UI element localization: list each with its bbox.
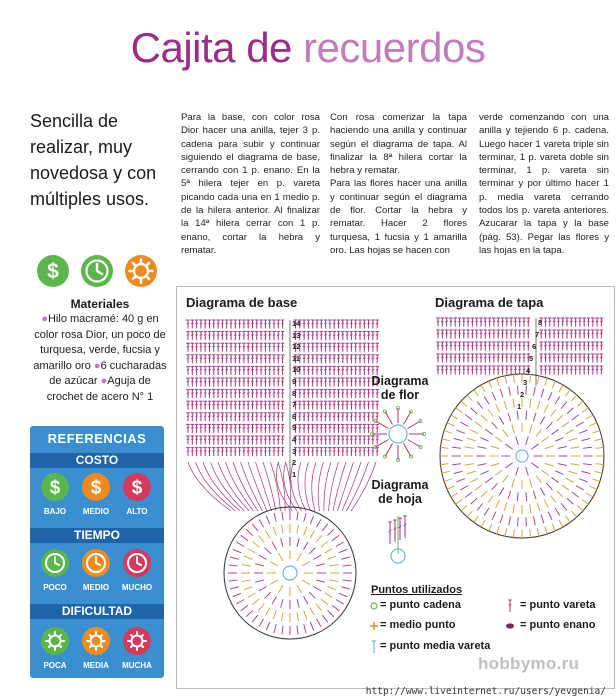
row-number: 1: [292, 469, 297, 479]
row-number: 2: [292, 458, 297, 468]
row-number: 14: [292, 319, 301, 328]
svg-text:$: $: [49, 477, 61, 499]
cost-high-label: ALTO: [126, 507, 148, 516]
row-number: 9: [292, 377, 297, 386]
time-low-label: POCO: [43, 583, 67, 592]
base-diagram-title: Diagrama de base: [186, 295, 298, 310]
leaf-diagram-title: Diagrama de hoja: [371, 478, 429, 506]
instructions-paragraph: verde comenzando con una anilla y tejiendo 6 p. cadena. Luego hacer 1 vareta triple sin terminar, 1 p. vareta doble sin terminar, 1 p. vareta sin terminar y por último hacer 1 p. media vareta cerrando todos los p. vareta anteriores. Azucarar la tapa y la base (pág. 53). Pegar las flores y las hojas en la tapa.: [479, 112, 609, 256]
difficulty-high-label: MUCHA: [122, 661, 152, 670]
row-number: 8: [292, 388, 297, 398]
cost-title: COSTO: [30, 453, 164, 468]
materials-title: Materiales: [70, 297, 130, 311]
row-number: 10: [292, 365, 301, 375]
row-number: 4: [526, 366, 531, 375]
title-word-2: recuerdos: [303, 24, 486, 71]
references-box: [30, 426, 164, 678]
source-url: http://www.liveinternet.ru/users/yevgenia/: [365, 686, 606, 697]
difficulty-title: DIFICULTAD: [30, 604, 164, 619]
difficulty-icons: [30, 625, 164, 657]
material-item: 6 cucharadas de azúcar: [49, 359, 167, 387]
legend-half-double-crochet: = punto media vareta: [380, 640, 491, 652]
cost-low-label: BAJO: [43, 507, 67, 516]
legend-single-crochet: = medio punto: [380, 619, 456, 631]
subtitle: Sencilla de realizar, muy novedosa y con múltiples usos.: [30, 111, 157, 209]
instructions-column-3: [479, 111, 609, 257]
row-number: 4: [292, 435, 297, 444]
instructions-paragraph: Para la base, con color rosa Dior hacer una anilla, tejer 3 p. cadena para subir y continuar siguiendo el diagrama de base, cerrando con 1 p. enano. En la 5ª hilera tejer en p. vareta picando cada una en 1 medio p. de la hilera anterior. Al finalizar la 14ª hilera cerrar con 1 p. enano, cortar la hebra y rematar.: [181, 112, 320, 256]
gear-icon: [124, 254, 158, 288]
svg-text:$: $: [131, 477, 143, 499]
row-number: 6: [292, 411, 297, 421]
row-number: 5: [529, 354, 534, 363]
bullet-icon: ●: [100, 375, 108, 387]
row-number: 2: [520, 390, 525, 399]
watermark: hobbymo.ru: [478, 654, 580, 673]
time-medium-label: MEDIO: [82, 583, 110, 592]
row-number: 3: [523, 378, 528, 387]
material-item: Aguja de crochet de acero N° 1: [46, 375, 154, 403]
row-number: 7: [535, 330, 540, 339]
legend-slip-stitch: = punto enano: [520, 619, 596, 631]
row-number: 8: [538, 318, 543, 327]
time-high-label: MUCHO: [121, 583, 153, 592]
legend-title: Puntos utilizados: [371, 584, 463, 596]
difficulty-low-label: POCA: [43, 661, 67, 670]
row-number: 12: [292, 342, 301, 352]
row-number: 1: [517, 402, 522, 411]
row-number: 11: [292, 353, 300, 363]
cost-medium-label: MEDIO: [82, 507, 110, 516]
clock-icon: [80, 254, 114, 288]
svg-text:$: $: [47, 260, 59, 283]
time-title: TIEMPO: [30, 528, 164, 543]
row-number: 3: [292, 446, 297, 456]
row-number: 13: [292, 330, 301, 340]
row-number: 7: [292, 400, 297, 410]
difficulty-medium-label: MEDIA: [83, 661, 109, 670]
time-icons: [30, 547, 164, 579]
flower-diagram-title: Diagrama de flor: [371, 374, 429, 402]
dollar-icon: [36, 254, 70, 288]
bullet-icon: ●: [41, 313, 48, 325]
cost-icons: [30, 471, 164, 503]
references-title: REFERENCIAS: [47, 431, 147, 446]
instructions-paragraph: Con rosa comenzar la tapa haciendo una anilla y continuar según el diagrama de tapa. Al finalizar la 8ª hilera cortar la hebra y rematar.: [330, 112, 467, 177]
title-word-1: Cajita de: [130, 24, 292, 71]
svg-text:$: $: [90, 477, 102, 499]
page-title: [0, 22, 616, 74]
materials-list: [30, 312, 170, 405]
row-number: 5: [292, 423, 297, 433]
rating-icons: [36, 254, 156, 290]
legend-double-crochet: = punto vareta: [520, 599, 596, 611]
material-item: Hilo macramé: 40 g en color rosa Dior, un poco de turquesa, verde, fucsia y amarillo oro: [33, 313, 166, 372]
bullet-icon: ●: [93, 359, 101, 372]
instructions-paragraph: Para las flores hacer una anilla y continuar según el diagrama de flor. Cortar la hebra y rematar. Hacer 2 flores turquesa, 1 fucsia y 1 amarilla oro. Las hojas se hacen con: [330, 178, 467, 256]
instructions-column-2: [330, 111, 467, 257]
instructions-column-1: [181, 111, 320, 257]
row-number: 6: [532, 342, 537, 351]
lid-diagram-title: Diagrama de tapa: [435, 295, 544, 310]
legend-chain: = punto cadena: [380, 599, 461, 611]
